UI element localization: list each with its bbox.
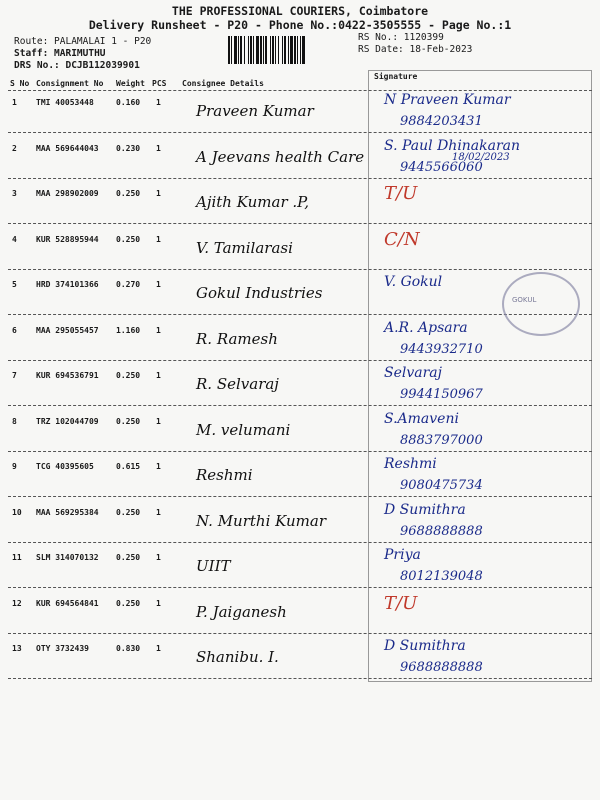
row-signature-phone: 8883797000 xyxy=(400,433,483,448)
barcode-bar xyxy=(305,36,307,64)
row-consignee: V. Tamilarasi xyxy=(196,239,293,257)
row-signature: S. Paul Dhinakaran xyxy=(384,138,521,154)
drs-number: DRS No.: DCJB112039901 xyxy=(14,60,140,71)
row-weight: 0.230 xyxy=(116,144,141,153)
row-consignee: A Jeevans health Care xyxy=(196,148,365,166)
row-pcs: 1 xyxy=(156,417,161,426)
row-sno: 6 xyxy=(12,326,17,335)
col-consignment: Consignment No xyxy=(36,79,104,88)
row-signature: D Sumithra xyxy=(384,638,466,654)
row-consignment-no: HRD 374101366 xyxy=(36,280,99,289)
row-consignment-no: KUR 694536791 xyxy=(36,371,99,380)
row-consignee: Reshmi xyxy=(196,466,253,484)
row-consignment-no: MAA 569295384 xyxy=(36,508,99,517)
row-weight: 0.250 xyxy=(116,553,141,562)
row-divider xyxy=(8,633,592,634)
row-signature-phone: 9884203431 xyxy=(400,114,483,129)
row-signature-phone: 9944150967 xyxy=(400,387,483,402)
row-signature: T/U xyxy=(384,593,418,614)
row-consignment-no: TRZ 102044709 xyxy=(36,417,99,426)
row-weight: 0.270 xyxy=(116,280,141,289)
row-pcs: 1 xyxy=(156,280,161,289)
row-divider xyxy=(8,405,592,406)
route-label: Route: PALAMALAI 1 - P20 xyxy=(14,36,152,47)
row-pcs: 1 xyxy=(156,98,161,107)
row-divider xyxy=(8,223,592,224)
rs-date: RS Date: 18-Feb-2023 xyxy=(358,44,473,55)
row-weight: 1.160 xyxy=(116,326,141,335)
col-signature: Signature xyxy=(374,72,418,81)
row-signature-date: 18/02/2023 xyxy=(452,152,510,163)
row-sno: 4 xyxy=(12,235,17,244)
barcode xyxy=(228,36,354,64)
col-pcs: PCS xyxy=(152,79,167,88)
row-divider xyxy=(8,132,592,133)
row-signature-phone: 9443932710 xyxy=(400,342,483,357)
row-pcs: 1 xyxy=(156,144,161,153)
row-weight: 0.250 xyxy=(116,508,141,517)
row-pcs: 1 xyxy=(156,462,161,471)
col-consignee: Consignee Details xyxy=(182,79,264,88)
row-sno: 13 xyxy=(12,644,22,653)
row-weight: 0.250 xyxy=(116,235,141,244)
row-consignment-no: TCG 40395605 xyxy=(36,462,94,471)
row-signature: Reshmi xyxy=(384,456,437,472)
col-sno: S No xyxy=(10,79,30,88)
row-signature: T/U xyxy=(384,183,418,204)
row-divider xyxy=(8,451,592,452)
header-rule xyxy=(8,90,592,91)
row-weight: 0.250 xyxy=(116,417,141,426)
row-signature: A.R. Apsara xyxy=(384,320,468,336)
row-pcs: 1 xyxy=(156,189,161,198)
row-divider xyxy=(8,178,592,179)
row-pcs: 1 xyxy=(156,235,161,244)
row-consignee: M. velumani xyxy=(196,421,291,439)
company-title: THE PROFESSIONAL COURIERS, Coimbatore xyxy=(171,4,429,18)
row-sno: 3 xyxy=(12,189,17,198)
row-sno: 7 xyxy=(12,371,17,380)
rs-number: RS No.: 1120399 xyxy=(358,32,444,43)
row-consignment-no: TMI 40053448 xyxy=(36,98,94,107)
row-sno: 9 xyxy=(12,462,17,471)
staff-label: Staff: MARIMUTHU xyxy=(14,48,106,59)
row-signature-phone: 9688888888 xyxy=(400,524,483,539)
row-divider xyxy=(8,269,592,270)
row-sno: 10 xyxy=(12,508,22,517)
row-pcs: 1 xyxy=(156,599,161,608)
row-sno: 8 xyxy=(12,417,17,426)
row-divider xyxy=(8,542,592,543)
row-signature: D Sumithra xyxy=(384,502,466,518)
row-consignment-no: SLM 314070132 xyxy=(36,553,99,562)
row-pcs: 1 xyxy=(156,371,161,380)
row-divider xyxy=(8,587,592,588)
row-pcs: 1 xyxy=(156,644,161,653)
row-signature-phone: 8012139048 xyxy=(400,569,483,584)
row-consignee: P. Jaiganesh xyxy=(196,603,287,621)
row-sno: 2 xyxy=(12,144,17,153)
row-consignee: Ajith Kumar .P, xyxy=(196,193,309,211)
row-weight: 0.250 xyxy=(116,599,141,608)
row-sno: 5 xyxy=(12,280,17,289)
row-consignee: R. Ramesh xyxy=(196,330,278,348)
row-divider xyxy=(8,360,592,361)
row-signature: C/N xyxy=(384,229,420,250)
row-sno: 1 xyxy=(12,98,17,107)
row-signature: S.Amaveni xyxy=(384,411,459,427)
row-divider xyxy=(8,496,592,497)
stamp-text: GOKUL xyxy=(512,296,537,304)
row-pcs: 1 xyxy=(156,508,161,517)
row-sno: 12 xyxy=(12,599,22,608)
row-divider xyxy=(8,678,592,679)
row-consignment-no: MAA 569644043 xyxy=(36,144,99,153)
row-signature-phone: 9445566060 xyxy=(400,160,483,175)
row-consignee: Gokul Industries xyxy=(196,284,323,302)
row-signature: V. Gokul xyxy=(384,274,443,290)
row-pcs: 1 xyxy=(156,553,161,562)
row-consignee: Praveen Kumar xyxy=(196,102,314,120)
row-weight: 0.250 xyxy=(116,189,141,198)
row-consignment-no: KUR 694564841 xyxy=(36,599,99,608)
row-consignment-no: MAA 298902009 xyxy=(36,189,99,198)
row-signature: Priya xyxy=(384,547,421,563)
row-consignee: Shanibu. I. xyxy=(196,648,279,666)
company-stamp xyxy=(502,272,580,336)
row-signature: Selvaraj xyxy=(384,365,442,381)
col-weight: Weight xyxy=(116,79,145,88)
row-weight: 0.160 xyxy=(116,98,141,107)
row-weight: 0.615 xyxy=(116,462,141,471)
row-consignee: UIIT xyxy=(196,557,231,575)
row-signature-phone: 9688888888 xyxy=(400,660,483,675)
row-consignment-no: OTY 3732439 xyxy=(36,644,89,653)
row-weight: 0.830 xyxy=(116,644,141,653)
row-consignment-no: KUR 528895944 xyxy=(36,235,99,244)
runsheet-subtitle: Delivery Runsheet - P20 - Phone No.:0422-3505555 - Page No.:1 xyxy=(88,18,512,32)
row-sno: 11 xyxy=(12,553,22,562)
row-weight: 0.250 xyxy=(116,371,141,380)
row-signature-phone: 9080475734 xyxy=(400,478,483,493)
row-signature: N Praveen Kumar xyxy=(384,92,511,108)
row-consignment-no: MAA 295055457 xyxy=(36,326,99,335)
row-consignee: R. Selvaraj xyxy=(196,375,279,393)
row-consignee: N. Murthi Kumar xyxy=(196,512,327,530)
row-pcs: 1 xyxy=(156,326,161,335)
